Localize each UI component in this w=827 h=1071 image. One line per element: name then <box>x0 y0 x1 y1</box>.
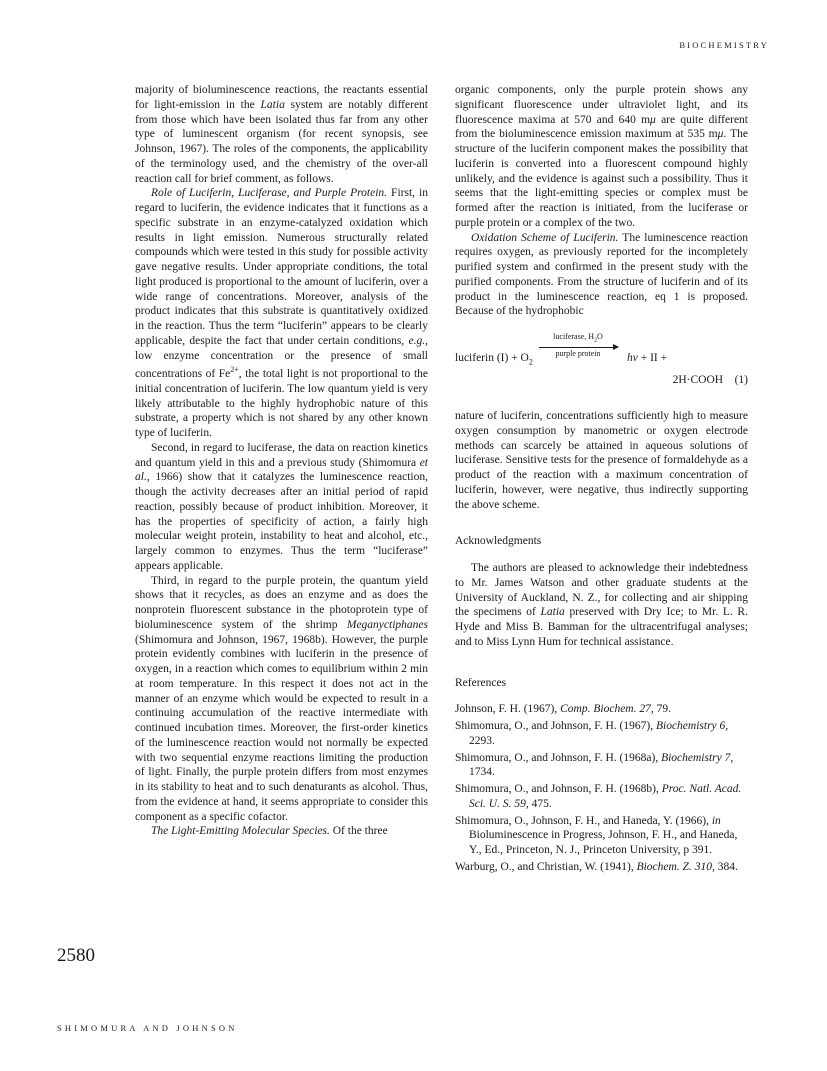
equation-products: hν + II + <box>627 352 668 364</box>
reference-item: Shimomura, O., and Johnson, F. H. (1967), Biochemistry 6, 2293. <box>455 720 729 747</box>
acknowledgments-heading: Acknowledgments <box>455 535 542 548</box>
paragraph-luciferase: Second, in regard to luciferase, the data on reaction kinetics and quantum yield in this and a previous study (Shimomura et al., 1966) show that it catalyzes the luminescence reaction, though the activity decreases after an initial period of rapid reaction, possibly because of product inhibition. Moreover, it has the properties of specificity of action, a fairly high molecular weight protein, instability to heat and alcohol, etc., largely common to enzymes. Thus the term “luciferase” appears applicable. <box>135 441 428 572</box>
references-heading: References <box>455 676 507 689</box>
reference-item: Johnson, F. H. (1967), Comp. Biochem. 27, 79. <box>455 703 671 716</box>
reaction-arrow <box>537 332 619 359</box>
page-number: 2580 <box>57 945 95 966</box>
paragraph-hydrophobic: nature of luciferin, concentrations sufficiently high to measure oxygen consumption by manometric or oxygen electrode methods can scarcely be attained in aqueous solutions of luciferase. Sensitive tests for the presence of formaldehyde as a product of the reaction with a maximum concentration of luciferin, however, were negative, thus indirectly supporting the above scheme. <box>455 410 748 511</box>
paragraph-acknowledgments: The authors are pleased to acknowledge their indebtedness to Mr. James Watson and other graduate students at the University of Auckland, N. Z., for collecting and air shipping the specimens of Latia preserved with Dry Ice; to Mr. L. R. Hyde and Miss B. Bamman for the ultracentrifugal analyses; and to Miss Lynn Hum for technical assistance. <box>455 562 748 648</box>
section-heading: Role of Luciferin, Luciferase, and Purple Protein. <box>151 187 388 200</box>
paragraph-light-emitting-species: The Light-Emitting Molecular Species. Of the three <box>151 825 388 838</box>
arrow-line <box>539 347 617 348</box>
arrow-cofactor: purple protein <box>555 348 601 358</box>
reference-item: Warburg, O., and Christian, W. (1941), Biochem. Z. 310, 384. <box>455 860 738 873</box>
section-heading: The Light-Emitting Molecular Species. <box>151 825 330 838</box>
running-head: BIOCHEMISTRY <box>679 40 769 50</box>
paragraph-intro: majority of bioluminescence reactions, the reactants essential for light-emission in the Latia system are notably different from those which have been isolated thus far from any other type of luminescent organism (for recent synopsis, see Johnson, 1967). The roles of the components, the applicability of the terminology used, and the chemistry of the over-all reaction call for brief comment, as follows. <box>135 84 428 185</box>
footer-authors: SHIMOMURA AND JOHNSON <box>57 1023 238 1033</box>
equation-reactants: luciferin $(I) + O_2$ <box>455 352 533 367</box>
paragraph-oxidation-scheme: Oxidation Scheme of Luciferin. The luminescence reaction requires oxygen, as previously reported for the incompletely purified system and confirmed in the present study with the purified components. From the structure of luciferin and of its product in the luminescence reaction, eq 1 is proposed. Because of the hydrophobic <box>455 231 748 318</box>
reference-item: Shimomura, O., and Johnson, F. H. (1968a), Biochemistry 7, 1734. <box>455 751 734 779</box>
references-list <box>455 702 748 874</box>
right-column <box>455 83 748 877</box>
paragraph-role-of-luciferin: Role of Luciferin, Luciferase, and Purple Protein. First, in regard to luciferin, the evidence indicates that it functions as a specific substrate in an enzyme-catalyzed oxidation which results in light emission. Numerous structurally related compounds which were tested in this study for possible activity gave negative results. Under appropriate conditions, the total light produced is proportional to the amount of luciferin, over a wide range of concentrations. Moreover, analysis of the product indicates that this substrate is quantitatively oxidized in the reaction. Thus the term “luciferin” appears to be clearly applicable, despite the fact that under certain conditions, e.g., low enzyme concentration or the presence of small concentrations of $Fe^{2+}$, the total light is not proportional to the initial concentration of luciferin. The low quantum yield is very likely attributable to the highly hydrophobic nature of this substrate, a property which is not shared by any other known type of luciferin. <box>135 187 428 440</box>
reference-item: Shimomura, O., Johnson, F. H., and Haneda, Y. (1966), in Bioluminescence in Progress, Johnson, F. H., and Haneda, Y., Ed., Princeton, N. J., Princeton University, p 391. <box>455 814 738 856</box>
equation-1 <box>455 329 748 395</box>
reference-item: Shimomura, O., and Johnson, F. H. (1968b), Proc. Natl. Acad. Sci. U. S. 59, 475. <box>455 783 742 810</box>
equation-number: (1) <box>734 374 748 386</box>
arrow-catalysts: luciferase, $H_2O$ <box>553 332 603 344</box>
paragraph-fluorescence: organic components, only the purple protein shows any significant fluorescence under ultraviolet light, and its fluorescence maxima at 570 and 640 mμ are quite different from the bioluminescence emission maximum at 535 mμ. The structure of the luciferin component makes the possibility that luciferin is converted into a fluorescent compound highly unlikely, and the evidence is against such a possibility. Thus it seems that the light-emitting species or complex must be formed after the reaction is initiated, from the luciferase or purple protein or a complex of the two. <box>455 84 748 229</box>
section-heading: Oxidation Scheme of Luciferin. <box>471 231 619 244</box>
equation-products-line2: 2H·COOH (1) <box>672 374 748 386</box>
left-column <box>135 83 428 839</box>
paragraph-purple-protein: Third, in regard to the purple protein, the quantum yield shows that it recycles, as does an enzyme and as does the nonprotein fluorescent substance in the photoprotein type of bioluminescence system of the shrimp Meganyctiphanes (Shimomura and Johnson, 1967, 1968b). However, the purple protein evidently combines with luciferin in the presence of oxygen, in a reaction which comes to equilibrium within 2 min at room temperature. In this respect it does not act in the manner of an enzyme which would be expected to result in a continuing accumulation of the reactive intermediate with continued incubation times. Moreover, the first-order kinetics of the luminescence reaction would not normally be expected with two sequential enzyme reactions limiting the production of light. Finally, the purple protein differs from most enzymes in its stability to heat and to such denaturants as alcohol. Thus, from the evidence at hand, it seems appropriate to consider this component as a specific cofactor. <box>135 574 428 823</box>
